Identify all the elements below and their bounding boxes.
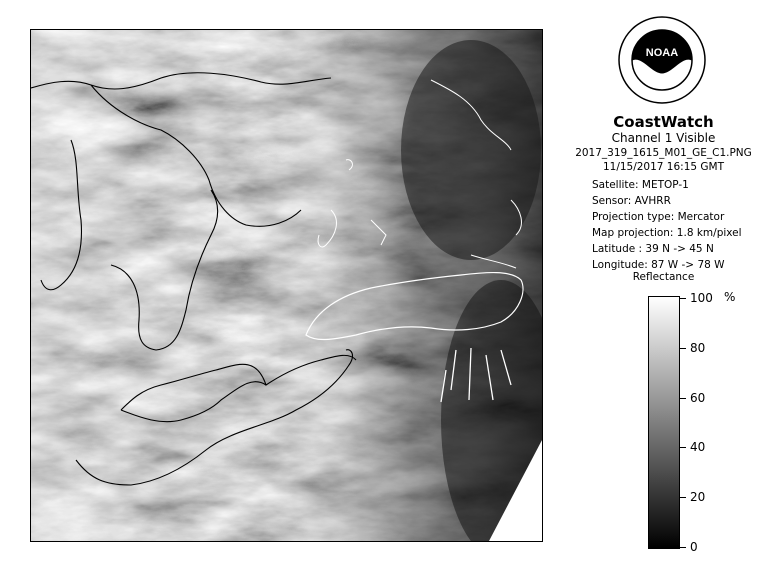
colorbar-tick bbox=[680, 398, 686, 399]
noaa-logo bbox=[617, 15, 707, 105]
colorbar-tick-label: 20 bbox=[690, 490, 706, 505]
colorbar-tick-label: 60 bbox=[690, 390, 706, 405]
colorbar-tick bbox=[680, 298, 686, 299]
reflectance-colorbar bbox=[648, 296, 680, 549]
colorbar-label: Reflectance bbox=[632, 271, 695, 283]
colorbar-tick bbox=[680, 497, 686, 498]
filename: 2017_319_1615_M01_GE_C1.PNG bbox=[575, 147, 752, 159]
satellite-image bbox=[31, 30, 542, 541]
sensor-info: Sensor: AVHRR bbox=[592, 195, 671, 207]
colorbar-tick bbox=[680, 348, 686, 349]
colorbar-tick-label: 80 bbox=[690, 340, 706, 355]
satellite-map bbox=[30, 29, 543, 542]
colorbar-tick-label: 40 bbox=[690, 440, 706, 455]
latitude-range: Latitude : 39 N -> 45 N bbox=[592, 243, 714, 255]
colorbar-tick bbox=[680, 447, 686, 448]
noaa-logo-text: NOAA bbox=[645, 47, 679, 59]
datetime: 11/15/2017 16:15 GMT bbox=[602, 161, 725, 173]
longitude-range: Longitude: 87 W -> 78 W bbox=[592, 259, 725, 271]
colorbar-tick bbox=[680, 547, 686, 548]
channel-label: Channel 1 Visible bbox=[611, 131, 716, 145]
satellite-info: Satellite: METOP-1 bbox=[592, 179, 689, 191]
colorbar-unit: % bbox=[724, 290, 736, 304]
colorbar-tick-label: 0 bbox=[690, 540, 698, 554]
map-projection: Map projection: 1.8 km/pixel bbox=[592, 227, 742, 239]
projection-type: Projection type: Mercator bbox=[592, 211, 725, 223]
colorbar-tick-label: 100 bbox=[690, 291, 713, 305]
product-title: CoastWatch bbox=[613, 113, 714, 131]
